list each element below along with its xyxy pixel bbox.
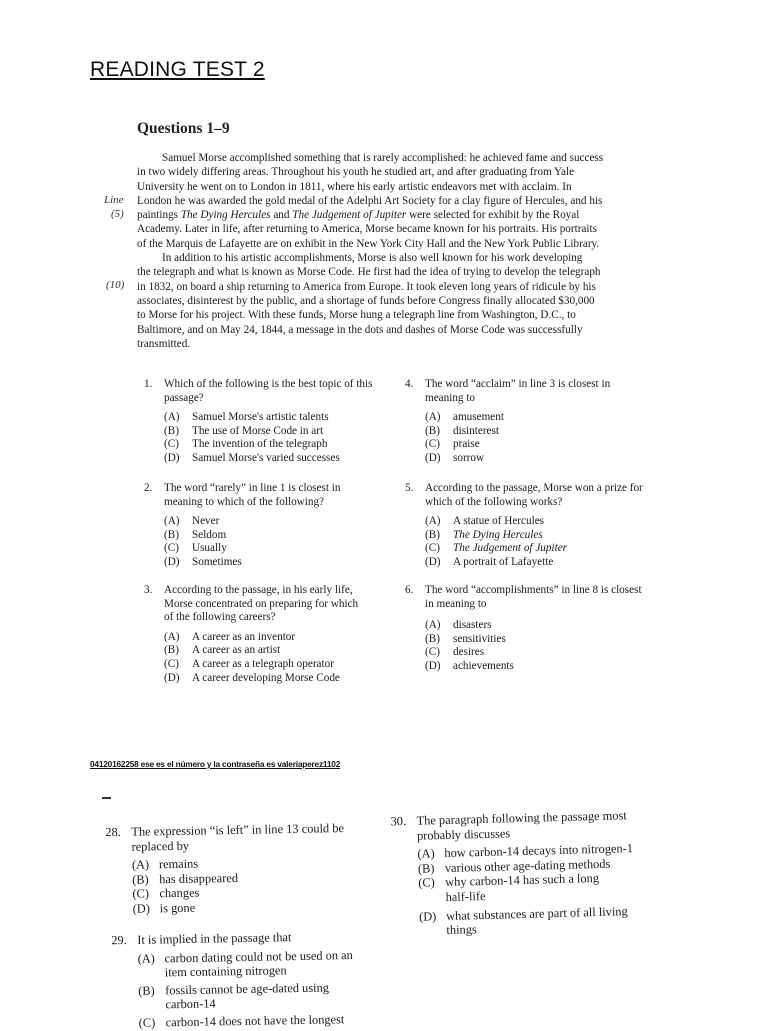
- passage-line: paintings The Dying Hercules and The Judgement of Jupiter were selected for exhibit by the Royal: [137, 209, 580, 222]
- question-number: 4.: [405, 378, 414, 390]
- question-number: 6.: [405, 584, 414, 596]
- answer-option[interactable]: (C) changes: [132, 885, 200, 902]
- passage-line: London he was awarded the gold medal of the Adelphi Art Society for a clay figure of Hercules, and his: [137, 194, 603, 207]
- question-number: 5.: [405, 482, 414, 494]
- question-number: 2.: [144, 482, 153, 494]
- answer-option[interactable]: (C) The Judgement of Jupiter: [425, 542, 568, 555]
- question-stem: The word “rarely” in line 1 is closest in meaning to which of the following?: [164, 482, 341, 508]
- passage-line: In addition to his artistic accomplishments, Morse is also well known for his work developing: [162, 252, 583, 265]
- passage-line: associates, disinterest by the public, and a shortage of funds before Congress finally allocated $30,000: [137, 294, 595, 307]
- answer-option[interactable]: (A) carbon dating could not be used on an item containing nitrogen: [137, 947, 353, 980]
- question-5: [405, 482, 645, 570]
- separator-dash: [102, 797, 111, 799]
- question-29: [111, 929, 373, 1031]
- section-heading: Questions 1–9: [137, 120, 230, 137]
- answer-option[interactable]: (A) amusement: [425, 411, 504, 424]
- passage-line: to Morse for his project. With these funds, Morse hung a telegraph line from Washington, D.C., to: [137, 309, 576, 322]
- passage-line: the telegraph and what is known as Morse Code. He first had the idea of trying to develop the telegraph: [137, 266, 601, 279]
- answer-option[interactable]: (B) The Dying Hercules: [425, 528, 543, 541]
- page-title: READING TEST 2: [90, 58, 265, 81]
- answer-option[interactable]: (C) The invention of the telegraph: [164, 438, 328, 451]
- question-stem: Which of the following is the best topic of this passage?: [164, 378, 373, 404]
- reading-passage: [137, 151, 661, 351]
- answer-option[interactable]: (D) Sometimes: [164, 555, 242, 568]
- question-number: 1.: [144, 378, 153, 390]
- passage-line: of the Marquis de Lafayette are on exhibit in the New York City Hall and the New York Public Library.: [137, 237, 600, 250]
- answer-option[interactable]: (B) fossils cannot be age-dated using carbon-14: [138, 980, 330, 1012]
- answer-option[interactable]: (A) Samuel Morse's artistic talents: [164, 411, 329, 424]
- question-stem: The word “acclaim” in line 3 is closest in meaning to: [425, 378, 611, 404]
- question-number: 29.: [111, 933, 127, 948]
- caption-note: 04120162258 ese es el número y la contraseña es valeriaperez1102: [90, 759, 341, 769]
- question-3: [144, 584, 366, 685]
- line-marker-5: (5): [111, 208, 124, 220]
- painting-title: The Judgement of Jupiter: [292, 209, 407, 222]
- answer-option[interactable]: (A) Never: [164, 515, 220, 528]
- answer-option[interactable]: (D) is gone: [132, 900, 196, 916]
- answer-option[interactable]: (B) Seldom: [164, 528, 227, 541]
- question-1: [144, 378, 374, 466]
- painting-title: The Dying Hercules: [180, 209, 271, 222]
- answer-option[interactable]: (C) carbon-14 does not have the longest: [138, 1012, 345, 1030]
- answer-option[interactable]: (D) A portrait of Lafayette: [425, 555, 554, 568]
- line-label: Line: [104, 194, 124, 206]
- answer-option[interactable]: (A) remains: [131, 856, 199, 872]
- question-28: [105, 821, 357, 917]
- answer-option[interactable]: (D) achievements: [425, 659, 514, 672]
- question-stem: The expression “is left” in line 13 could be replaced by: [131, 821, 345, 854]
- passage-line: University he went on to London in 1811, where his early artistic endeavors met with acclaim. In: [137, 180, 572, 193]
- answer-option[interactable]: (C) praise: [425, 438, 480, 451]
- answer-option[interactable]: (C) desires: [425, 646, 485, 659]
- answer-option[interactable]: (B) The use of Morse Code in art: [164, 424, 324, 437]
- question-30: [390, 808, 653, 940]
- answer-option[interactable]: (D) sorrow: [425, 451, 485, 464]
- passage-line: Baltimore, and on May 24, 1844, a message in the dots and dashes of Morse Code was successfully: [137, 323, 583, 336]
- question-number: 30.: [390, 814, 407, 829]
- question-4: [405, 378, 645, 466]
- question-stem: The paragraph following the passage most probably discusses: [416, 808, 627, 843]
- question-6: [405, 584, 645, 674]
- answer-option[interactable]: (A) A career as an inventor: [164, 630, 296, 643]
- answer-option[interactable]: (B) A career as an artist: [164, 644, 281, 657]
- answer-option[interactable]: (C) Usually: [164, 542, 227, 555]
- question-number: 28.: [105, 824, 121, 840]
- answer-option[interactable]: (B) sensitivities: [425, 632, 506, 645]
- question-number: 3.: [144, 584, 153, 596]
- answer-option[interactable]: (A) how carbon-14 decays into nitrogen-1: [417, 841, 634, 861]
- answer-option[interactable]: (D) A career developing Morse Code: [164, 671, 340, 684]
- question-stem: It is implied in the passage that: [137, 930, 292, 947]
- answer-option[interactable]: (A) A statue of Hercules: [425, 515, 545, 528]
- answer-option[interactable]: (A) disasters: [425, 619, 492, 632]
- passage-line: in two widely differing areas. Throughout his youth he studied art, and after graduating from Yale: [137, 166, 575, 179]
- passage-line: Academy. Later in life, after returning to America, Morse became known for his portraits. His portraits: [137, 223, 597, 236]
- answer-option[interactable]: (D) what substances are part of all living things: [418, 903, 628, 938]
- question-stem: The word “accomplishments” in line 8 is closest in meaning to: [425, 584, 642, 610]
- answer-option[interactable]: (C) why carbon-14 has such a long half-life: [418, 871, 600, 904]
- question-stem: According to the passage, in his early life, Morse concentrated on preparing for which of the following careers?: [164, 584, 359, 624]
- passage-line: Samuel Morse accomplished something that is rarely accomplished: he achieved fame and success: [162, 152, 604, 164]
- answer-option[interactable]: (B) has disappeared: [132, 870, 239, 887]
- answer-option[interactable]: (C) A career as a telegraph operator: [164, 657, 334, 670]
- answer-option[interactable]: (B) disinterest: [425, 424, 499, 437]
- line-marker-10: (10): [106, 279, 125, 291]
- passage-line: in 1832, on board a ship returning to America from Europe. It took eleven long years of ridicule by his: [137, 280, 596, 293]
- passage-line: transmitted.: [137, 337, 191, 350]
- answer-option[interactable]: (D) Samuel Morse's varied successes: [164, 451, 340, 464]
- question-stem: According to the passage, Morse won a prize for which of the following works?: [425, 482, 643, 508]
- answer-option[interactable]: (B) various other age-dating methods: [417, 856, 611, 876]
- question-2: [144, 482, 374, 570]
